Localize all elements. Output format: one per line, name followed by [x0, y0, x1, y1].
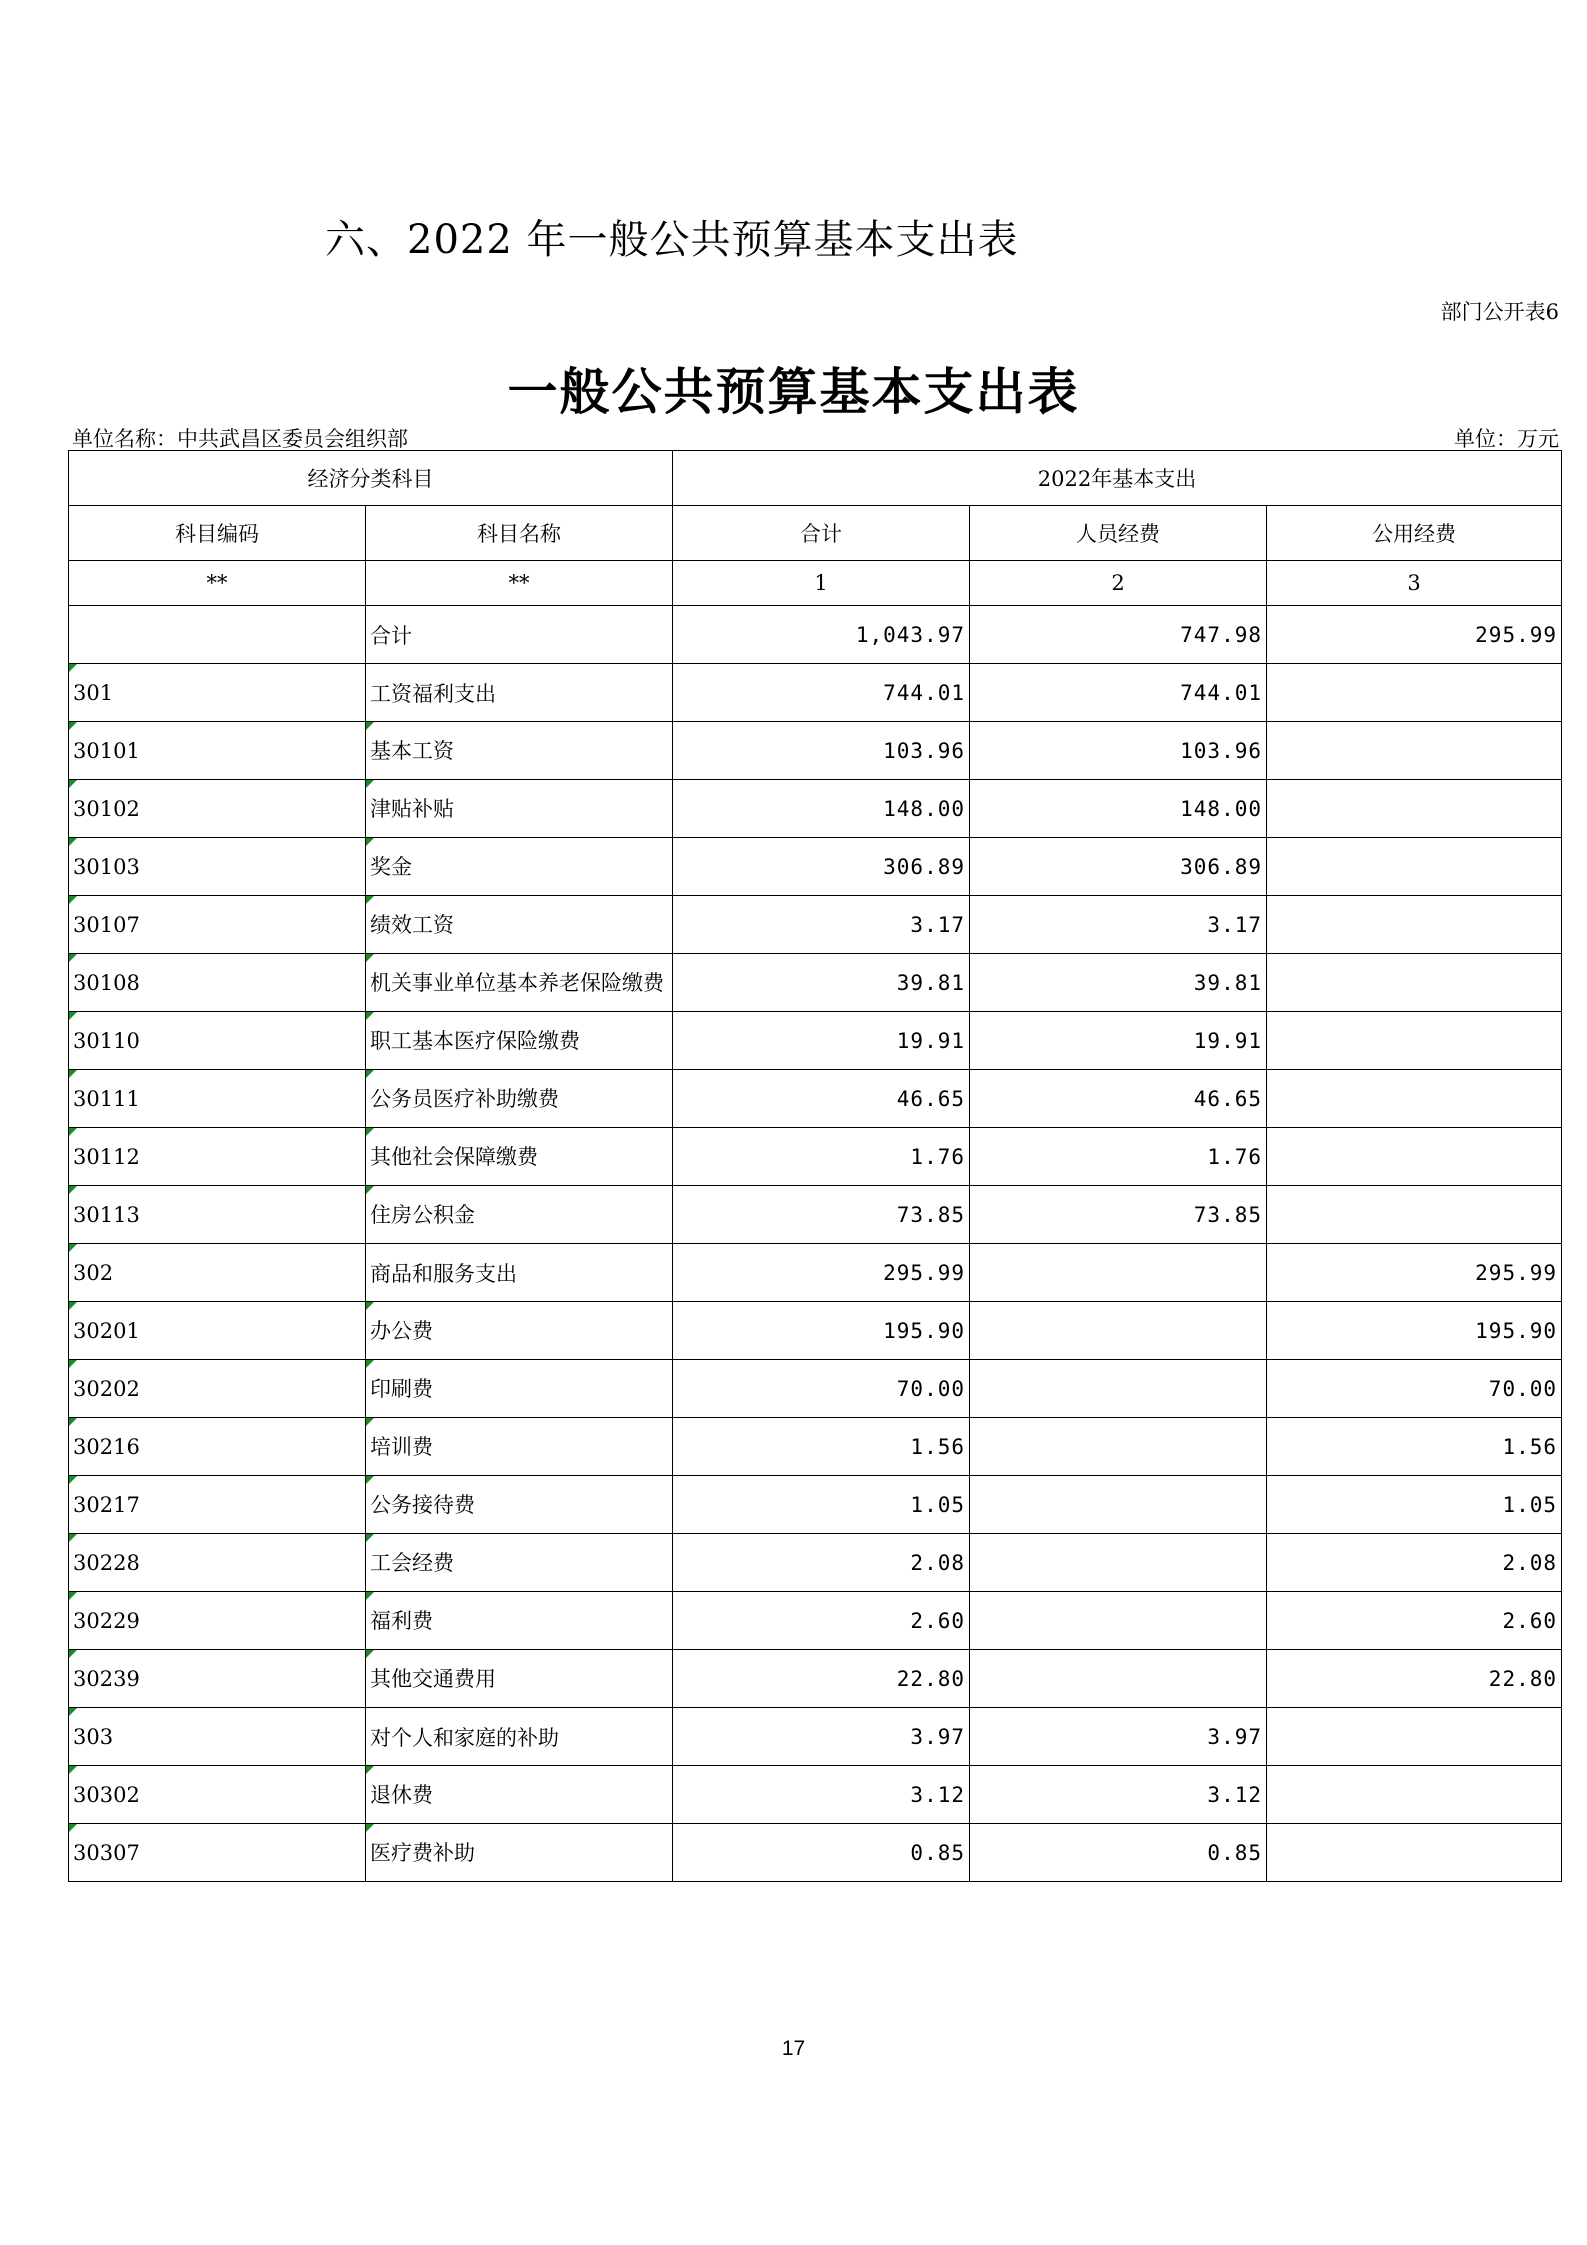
cell-code [69, 1824, 366, 1882]
cell-total [673, 1128, 970, 1186]
cell-total [673, 1824, 970, 1882]
cell-code-text: 30112 [73, 1144, 140, 1169]
cell-code [69, 1534, 366, 1592]
cell-name-text: 医疗费补助 [370, 1840, 475, 1865]
header-row-columns [69, 506, 1562, 561]
cell-personnel-text: 747.98 [1180, 622, 1262, 647]
cell-personnel [970, 838, 1267, 896]
index-total: 1 [673, 561, 970, 606]
cell-total [673, 722, 970, 780]
cell-name-text: 工会经费 [370, 1550, 454, 1575]
index-public: 3 [1267, 561, 1562, 606]
cell-total-text: 19.91 [896, 1028, 965, 1053]
cell-total-text: 1.05 [910, 1492, 965, 1517]
cell-public [1267, 1244, 1562, 1302]
cell-name-text: 印刷费 [370, 1376, 433, 1401]
cell-name-text: 公务接待费 [370, 1492, 475, 1517]
table-row [69, 1650, 1562, 1708]
cell-name [366, 1418, 673, 1476]
cell-total-text: 295.99 [883, 1260, 965, 1285]
cell-name-text: 福利费 [370, 1608, 433, 1633]
cell-name [366, 1650, 673, 1708]
cell-personnel-text: 19.91 [1193, 1028, 1262, 1053]
cell-marker-icon [366, 1418, 374, 1426]
cell-public [1267, 1360, 1562, 1418]
cell-code [69, 896, 366, 954]
cell-name [366, 1592, 673, 1650]
cell-personnel-text: 103.96 [1180, 738, 1262, 763]
cell-total [673, 1186, 970, 1244]
cell-marker-icon [69, 1592, 77, 1600]
cell-name-text: 退休费 [370, 1782, 433, 1807]
budget-table [68, 450, 1562, 1882]
cell-name [366, 1186, 673, 1244]
cell-total-text: 39.81 [896, 970, 965, 995]
cell-total [673, 780, 970, 838]
cell-total-text: 3.12 [910, 1782, 965, 1807]
cell-name [366, 1128, 673, 1186]
cell-public [1267, 780, 1562, 838]
cell-code [69, 606, 366, 664]
cell-personnel [970, 1244, 1267, 1302]
cell-marker-icon [69, 1244, 77, 1252]
cell-name [366, 722, 673, 780]
cell-total-text: 148.00 [883, 796, 965, 821]
index-name: ** [366, 561, 673, 606]
cell-name-text: 津贴补贴 [370, 796, 454, 821]
cell-total-text: 70.00 [896, 1376, 965, 1401]
cell-code [69, 1012, 366, 1070]
cell-marker-icon [366, 1476, 374, 1484]
cell-name-text: 机关事业单位基本养老保险缴费 [370, 970, 664, 995]
cell-public [1267, 1534, 1562, 1592]
cell-code-text: 302 [73, 1260, 114, 1285]
cell-name-text: 培训费 [370, 1434, 433, 1459]
header-personnel: 人员经费 [970, 506, 1267, 561]
unit-label: 单位：万元 [1454, 427, 1559, 451]
cell-name [366, 1012, 673, 1070]
header-row-group [69, 451, 1562, 506]
table-row [69, 606, 1562, 664]
cell-personnel [970, 1592, 1267, 1650]
cell-public [1267, 838, 1562, 896]
cell-public [1267, 954, 1562, 1012]
cell-code-text: 30202 [73, 1376, 140, 1401]
table-row [69, 1534, 1562, 1592]
table-row [69, 780, 1562, 838]
header-code: 科目编码 [69, 506, 366, 561]
main-title: 一般公共预算基本支出表 [507, 362, 1080, 421]
cell-marker-icon [366, 1824, 374, 1832]
cell-code-text: 30108 [73, 970, 140, 995]
cell-public [1267, 1592, 1562, 1650]
cell-marker-icon [69, 1824, 77, 1832]
cell-code [69, 1650, 366, 1708]
cell-code-text: 30307 [73, 1840, 140, 1865]
cell-name-text: 住房公积金 [370, 1202, 475, 1227]
table-row [69, 1302, 1562, 1360]
header-name: 科目名称 [366, 506, 673, 561]
cell-marker-icon [69, 780, 77, 788]
cell-public [1267, 1650, 1562, 1708]
cell-total [673, 1012, 970, 1070]
cell-marker-icon [366, 1766, 374, 1774]
cell-code-text: 30101 [73, 738, 140, 763]
cell-marker-icon [366, 1302, 374, 1310]
cell-public [1267, 606, 1562, 664]
cell-total [673, 1766, 970, 1824]
cell-marker-icon [366, 838, 374, 846]
cell-public-text: 70.00 [1488, 1376, 1558, 1401]
cell-public-text: 2.08 [1502, 1550, 1558, 1575]
cell-personnel-text: 39.81 [1193, 970, 1262, 995]
cell-name-text: 工资福利支出 [370, 681, 496, 706]
cell-total [673, 1650, 970, 1708]
cell-marker-icon [69, 1070, 77, 1078]
cell-total-text: 2.08 [910, 1550, 965, 1575]
cell-marker-icon [69, 1476, 77, 1484]
cell-code-text: 30229 [73, 1608, 140, 1633]
cell-public-text: 295.99 [1475, 1260, 1558, 1285]
cell-code [69, 1128, 366, 1186]
cell-name [366, 606, 673, 664]
cell-name-text: 绩效工资 [370, 912, 454, 937]
cell-total-text: 1,043.97 [855, 622, 965, 647]
table-row [69, 1360, 1562, 1418]
cell-code [69, 1476, 366, 1534]
cell-total [673, 1302, 970, 1360]
cell-personnel [970, 606, 1267, 664]
table-row [69, 1708, 1562, 1766]
table-row [69, 1476, 1562, 1534]
cell-marker-icon [366, 1070, 374, 1078]
table-row [69, 664, 1562, 722]
cell-total-text: 3.17 [910, 912, 965, 937]
cell-total-text: 306.89 [883, 854, 965, 879]
cell-public [1267, 1302, 1562, 1360]
cell-total [673, 1476, 970, 1534]
header-total: 合计 [673, 506, 970, 561]
cell-code [69, 1302, 366, 1360]
cell-personnel-text: 744.01 [1180, 680, 1262, 705]
cell-personnel [970, 1824, 1267, 1882]
cell-personnel [970, 1012, 1267, 1070]
cell-code-text: 301 [73, 680, 114, 705]
cell-name-text: 其他社会保障缴费 [370, 1144, 538, 1169]
cell-public [1267, 1708, 1562, 1766]
cell-marker-icon [366, 1592, 374, 1600]
cell-total-text: 2.60 [910, 1608, 965, 1633]
cell-personnel-text: 1.76 [1207, 1144, 1262, 1169]
cell-name-text: 基本工资 [370, 738, 454, 763]
cell-public [1267, 1476, 1562, 1534]
cell-public-text: 1.05 [1502, 1492, 1558, 1517]
cell-marker-icon [69, 838, 77, 846]
table-row [69, 722, 1562, 780]
table-row [69, 1592, 1562, 1650]
cell-total [673, 1708, 970, 1766]
cell-name-text: 奖金 [370, 854, 412, 879]
cell-public-text: 1.56 [1502, 1434, 1558, 1459]
unit-name: 单位名称：中共武昌区委员会组织部 [72, 427, 408, 451]
cell-code [69, 1592, 366, 1650]
cell-total-text: 744.01 [883, 680, 965, 705]
cell-marker-icon [69, 1012, 77, 1020]
cell-personnel [970, 1302, 1267, 1360]
cell-public [1267, 1012, 1562, 1070]
cell-name [366, 1534, 673, 1592]
cell-public [1267, 1766, 1562, 1824]
table-row [69, 954, 1562, 1012]
index-code: ** [69, 561, 366, 606]
cell-code [69, 1186, 366, 1244]
cell-personnel [970, 1534, 1267, 1592]
cell-personnel [970, 1186, 1267, 1244]
cell-name [366, 664, 673, 722]
cell-public [1267, 1070, 1562, 1128]
cell-public [1267, 896, 1562, 954]
cell-marker-icon [366, 1186, 374, 1194]
cell-code-text: 30102 [73, 796, 140, 821]
cell-public [1267, 1128, 1562, 1186]
cell-public-text: 295.99 [1475, 622, 1558, 647]
cell-code-text: 30111 [73, 1086, 140, 1111]
cell-personnel-text: 3.12 [1207, 1782, 1262, 1807]
cell-name [366, 896, 673, 954]
cell-marker-icon [69, 1360, 77, 1368]
cell-total [673, 1534, 970, 1592]
table-row [69, 896, 1562, 954]
cell-marker-icon [366, 1534, 374, 1542]
cell-marker-icon [366, 722, 374, 730]
cell-code-text: 30113 [73, 1202, 140, 1227]
cell-marker-icon [69, 1302, 77, 1310]
cell-code-text: 30103 [73, 854, 140, 879]
cell-marker-icon [366, 1012, 374, 1020]
cell-total [673, 896, 970, 954]
cell-total-text: 0.85 [910, 1840, 965, 1865]
cell-code-text: 30201 [73, 1318, 140, 1343]
cell-personnel [970, 1766, 1267, 1824]
cell-name-text: 对个人和家庭的补助 [370, 1725, 559, 1750]
cell-total-text: 1.76 [910, 1144, 965, 1169]
cell-total-text: 195.90 [883, 1318, 965, 1343]
cell-name [366, 1244, 673, 1302]
cell-name [366, 954, 673, 1012]
cell-personnel [970, 722, 1267, 780]
form-number: 部门公开表6 [1440, 300, 1559, 324]
cell-code [69, 1244, 366, 1302]
cell-marker-icon [366, 780, 374, 788]
cell-public-text: 195.90 [1475, 1318, 1558, 1343]
cell-code [69, 954, 366, 1012]
table-row [69, 1418, 1562, 1476]
cell-marker-icon [69, 1766, 77, 1774]
cell-marker-icon [366, 1128, 374, 1136]
cell-total [673, 606, 970, 664]
cell-total [673, 1244, 970, 1302]
table-row [69, 838, 1562, 896]
cell-public [1267, 1186, 1562, 1244]
cell-marker-icon [69, 896, 77, 904]
table-row [69, 1766, 1562, 1824]
cell-marker-icon [366, 1360, 374, 1368]
cell-public-text: 2.60 [1502, 1608, 1558, 1633]
cell-personnel-text: 148.00 [1180, 796, 1262, 821]
cell-public [1267, 1824, 1562, 1882]
cell-code [69, 838, 366, 896]
cell-marker-icon [69, 954, 77, 962]
cell-name [366, 1070, 673, 1128]
cell-total [673, 954, 970, 1012]
cell-name [366, 1766, 673, 1824]
cell-code-text: 30110 [73, 1028, 140, 1053]
cell-total [673, 1070, 970, 1128]
cell-code [69, 664, 366, 722]
cell-personnel [970, 1650, 1267, 1708]
cell-personnel-text: 3.17 [1207, 912, 1262, 937]
page-number: 17 [781, 2037, 806, 2060]
cell-personnel [970, 1128, 1267, 1186]
header-group-right: 2022年基本支出 [673, 451, 1562, 506]
cell-personnel [970, 1708, 1267, 1766]
cell-name [366, 780, 673, 838]
cell-public [1267, 664, 1562, 722]
cell-marker-icon [69, 1128, 77, 1136]
cell-total [673, 1592, 970, 1650]
table-row [69, 1012, 1562, 1070]
cell-personnel [970, 896, 1267, 954]
cell-personnel [970, 1070, 1267, 1128]
cell-name [366, 1824, 673, 1882]
cell-personnel [970, 780, 1267, 838]
cell-personnel-text: 46.65 [1193, 1086, 1262, 1111]
cell-name-text: 合计 [370, 623, 412, 648]
cell-personnel [970, 664, 1267, 722]
cell-public-text: 22.80 [1488, 1666, 1558, 1691]
cell-total [673, 838, 970, 896]
cell-code-text: 30107 [73, 912, 140, 937]
table-row [69, 1824, 1562, 1882]
cell-code [69, 1708, 366, 1766]
cell-code-text: 30228 [73, 1550, 140, 1575]
cell-code [69, 1766, 366, 1824]
cell-code-text: 303 [73, 1724, 114, 1749]
cell-personnel-text: 73.85 [1193, 1202, 1262, 1227]
cell-name-text: 办公费 [370, 1318, 433, 1343]
cell-total-text: 46.65 [896, 1086, 965, 1111]
cell-marker-icon [69, 722, 77, 730]
cell-total-text: 73.85 [896, 1202, 965, 1227]
cell-name-text: 公务员医疗补助缴费 [370, 1086, 559, 1111]
cell-personnel-text: 0.85 [1207, 1840, 1262, 1865]
cell-code-text: 30239 [73, 1666, 140, 1691]
cell-total-text: 1.56 [910, 1434, 965, 1459]
section-heading: 六、2022 年一般公共预算基本支出表 [325, 217, 1019, 263]
cell-code [69, 1360, 366, 1418]
header-group-left: 经济分类科目 [69, 451, 673, 506]
cell-marker-icon [69, 1534, 77, 1542]
cell-total [673, 664, 970, 722]
cell-total [673, 1360, 970, 1418]
cell-name [366, 1476, 673, 1534]
cell-marker-icon [69, 1708, 77, 1716]
cell-personnel [970, 1476, 1267, 1534]
table-row [69, 1128, 1562, 1186]
cell-marker-icon [366, 896, 374, 904]
table-row [69, 1186, 1562, 1244]
cell-marker-icon [69, 1650, 77, 1658]
cell-personnel-text: 3.97 [1207, 1724, 1262, 1749]
header-public: 公用经费 [1267, 506, 1562, 561]
cell-marker-icon [69, 1418, 77, 1426]
cell-marker-icon [366, 1650, 374, 1658]
cell-name [366, 1302, 673, 1360]
cell-code [69, 1070, 366, 1128]
cell-total [673, 1418, 970, 1476]
cell-personnel [970, 1418, 1267, 1476]
cell-code-text: 30217 [73, 1492, 140, 1517]
cell-personnel [970, 1360, 1267, 1418]
cell-code [69, 722, 366, 780]
cell-code-text: 30302 [73, 1782, 140, 1807]
table-row [69, 1070, 1562, 1128]
header-row-index [69, 561, 1562, 606]
cell-personnel [970, 954, 1267, 1012]
cell-total-text: 103.96 [883, 738, 965, 763]
cell-name [366, 838, 673, 896]
cell-marker-icon [366, 954, 374, 962]
cell-personnel-text: 306.89 [1180, 854, 1262, 879]
cell-name [366, 1708, 673, 1766]
cell-marker-icon [69, 1186, 77, 1194]
cell-marker-icon [69, 664, 77, 672]
cell-total-text: 3.97 [910, 1724, 965, 1749]
index-personnel: 2 [970, 561, 1267, 606]
cell-name-text: 其他交通费用 [370, 1666, 496, 1691]
cell-code [69, 780, 366, 838]
cell-code [69, 1418, 366, 1476]
table-row [69, 1244, 1562, 1302]
cell-code-text: 30216 [73, 1434, 140, 1459]
cell-name-text: 商品和服务支出 [370, 1261, 517, 1286]
cell-name [366, 1360, 673, 1418]
cell-public [1267, 1418, 1562, 1476]
cell-name-text: 职工基本医疗保险缴费 [370, 1028, 580, 1053]
cell-total-text: 22.80 [896, 1666, 965, 1691]
cell-public [1267, 722, 1562, 780]
